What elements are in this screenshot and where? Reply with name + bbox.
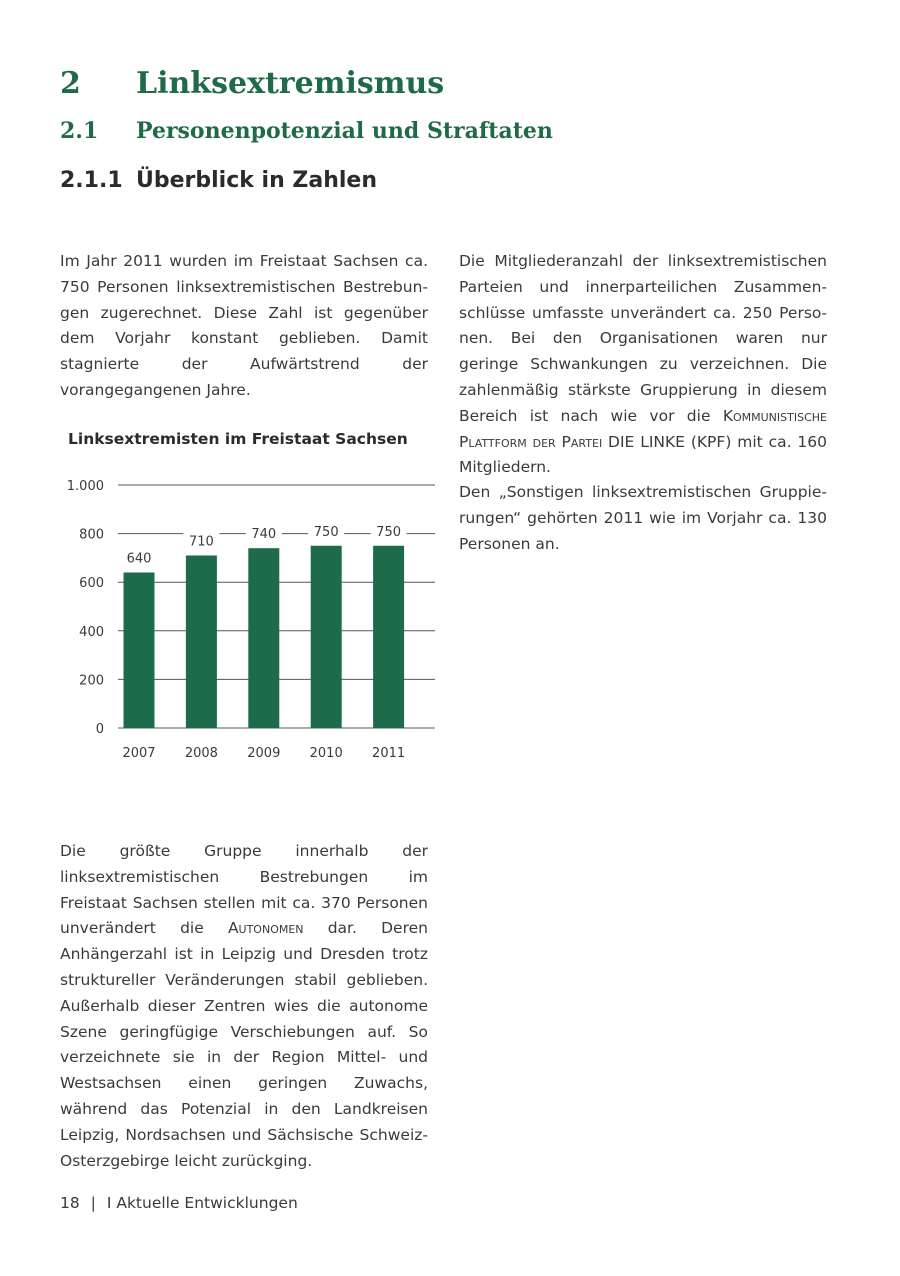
x-tick-label: 2011 <box>372 746 406 761</box>
chapter-heading <box>60 66 444 101</box>
paragraph-autonome-part2: dar. Deren Anhängerzahl ist in Leipzig und Dresden trotz struktureller Veränderungen stabil geblieben. Außerhalb dieser Zentren wies die autonome Szene geringfügige Verschiebungen auf. So verzeichnete sie in der Region Mittel- und Westsachsen einen geringen Zuwachs, während das Potenzial in den Landkreisen Leipzig, Nordsachsen und Sächsische Schweiz-Osterzgebirge leicht zurückging. <box>60 919 428 1170</box>
chapter-number: 2 <box>60 66 81 101</box>
y-tick-label: 400 <box>79 624 104 640</box>
y-tick-label: 200 <box>79 673 104 689</box>
paragraph-autonome-part1: Die größte Gruppe innerhalb der linksextremistischen Bestrebungen im Freistaat Sachsen stellen mit ca. 370 Personen unverändert die <box>60 842 428 938</box>
autonome-term: Autonomen <box>227 919 304 938</box>
footer-section: I Aktuelle Entwicklungen <box>106 1194 298 1212</box>
footer-separator: | <box>90 1194 96 1212</box>
value-label: 740 <box>251 527 277 543</box>
value-label: 750 <box>313 524 339 540</box>
value-label: 710 <box>188 534 214 550</box>
bar-chart <box>60 466 440 776</box>
section-heading <box>60 118 553 144</box>
chart-title: Linksextremisten im Freistaat Sachsen <box>68 430 408 448</box>
x-tick-label: 2010 <box>309 746 343 761</box>
x-tick-label: 2008 <box>184 746 218 761</box>
paragraph-parteien <box>459 249 827 481</box>
page-footer <box>60 1194 298 1212</box>
chapter-title: Linksextremismus <box>136 66 445 101</box>
subsection-number: 2.1.1 <box>60 168 123 193</box>
subsection-title: Überblick in Zahlen <box>136 168 377 193</box>
y-tick-label: 800 <box>79 527 104 543</box>
bar <box>186 555 217 728</box>
x-tick-label: 2009 <box>247 746 281 761</box>
paragraph-intro: Im Jahr 2011 wurden im Freistaat Sachsen ca. 750 Personen linksextremistischen Bestrebungen zugerechnet. Diese Zahl ist gegenüber dem Vorjahr konstant geblieben. Damit stagnierte der Aufwärtstrend der vorangegangenen Jahre. <box>60 252 428 399</box>
section-title: Personenpotenzial und Straftaten <box>136 118 553 144</box>
bar <box>124 572 155 728</box>
value-label: 640 <box>126 551 152 567</box>
subsection-heading <box>60 168 377 193</box>
paragraph-parteien-part1: Die Mitgliederanzahl der linksextremistischen Parteien und innerparteilichen Zusammenschlüsse umfasste unverändert ca. 250 Personen. Bei den Organisationen waren nur geringe Schwankungen zu verzeichnen. Die zahlenmäßig stärkste Gruppierung in diesem Bereich ist nach wie vor die <box>459 252 827 425</box>
y-tick-label: 0 <box>95 722 104 737</box>
section-number: 2.1 <box>60 118 99 144</box>
bar <box>248 548 279 728</box>
x-tick-label: 2007 <box>122 746 156 761</box>
bar <box>373 546 404 728</box>
paragraph-parteien-part2: DIE LINKE (KPF) mit ca. 160 Mitgliedern. <box>459 432 827 477</box>
page-number: 18 <box>60 1194 80 1212</box>
y-tick-label: 1.000 <box>66 479 104 494</box>
bar <box>311 546 342 728</box>
value-label: 750 <box>376 524 402 540</box>
paragraph-autonome <box>60 839 428 1174</box>
y-tick-label: 600 <box>79 576 104 592</box>
paragraph-sonstige: Den „Sonstigen linksextremistischen Gruppierungen“ gehörten 2011 wie im Vorjahr ca. 130 Personen an. <box>459 483 827 553</box>
kpf-term: Kommunistische Plattform der Partei <box>459 406 827 451</box>
